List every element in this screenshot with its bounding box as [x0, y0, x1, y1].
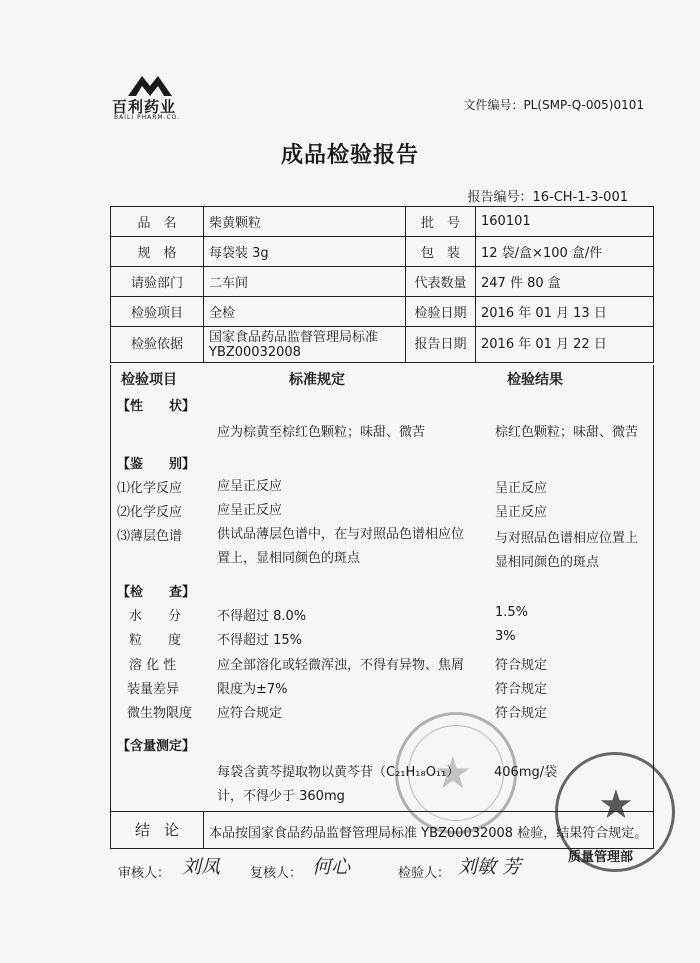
- assay-standard: 每袋含黄芩提取物以黄芩苷（C₂₁H₁₈O₁₁）: [217, 765, 460, 780]
- insp-5-name: 微生物限度: [127, 706, 193, 721]
- checker-signature: 何心: [312, 856, 351, 878]
- insp-1-result: 1.5%: [495, 605, 529, 620]
- ident-2-name: ⑵化学反应: [117, 505, 183, 520]
- item-value: 全检: [204, 297, 406, 327]
- ident-1-result: 呈正反应: [495, 481, 548, 496]
- info-row: [111, 207, 654, 237]
- insp-2-result: 3%: [495, 629, 516, 644]
- spec-value: 每袋装 3g: [204, 237, 406, 267]
- seal-star-icon: ★: [433, 748, 473, 799]
- assay-standard-cont: 计，不得少于 360mg: [217, 789, 345, 804]
- qty-value: 247 件 80 盒: [476, 267, 654, 297]
- company-logo: [112, 72, 192, 122]
- insp-5-standard: 应符合规定: [217, 706, 283, 721]
- report-number: 报告编号：16-CH-1-3-001: [467, 190, 628, 205]
- conclusion-label: 结论: [111, 812, 204, 848]
- insp-2-name: 粒 度: [129, 633, 182, 648]
- info-row: [111, 267, 654, 297]
- test-items-section: [110, 365, 654, 811]
- ident-1-name: ⑴化学反应: [117, 481, 183, 496]
- document-title: 成品检验报告: [280, 143, 419, 168]
- qty-label: 代表数量: [406, 267, 476, 297]
- insp-3-standard: 应全部溶化或轻微浑浊，不得有异物、焦屑: [217, 658, 465, 673]
- info-row: [111, 327, 654, 363]
- product-value: 柴黄颗粒: [204, 207, 406, 237]
- section-properties: 【性 状】: [117, 399, 196, 414]
- ident-3-result: 与对照品色谱相应位置上: [495, 531, 639, 546]
- info-row: [111, 237, 654, 267]
- ident-2-result: 呈正反应: [495, 505, 548, 520]
- col-header-standard: 标准规定: [289, 372, 345, 388]
- insp-4-name: 装量差异: [127, 682, 180, 697]
- insp-4-result: 符合规定: [495, 682, 548, 697]
- insp-1-standard: 不得超过 8.0%: [217, 609, 307, 624]
- info-row: [111, 297, 654, 327]
- report-date-label: 报告日期: [406, 327, 476, 363]
- insp-5-result: 符合规定: [495, 706, 548, 721]
- seal-text: 质量管理部: [568, 850, 634, 865]
- seal-star-icon: ★: [598, 782, 634, 828]
- report-date-value: 2016 年 01 月 22 日: [476, 327, 654, 363]
- conclusion-row: [110, 811, 654, 849]
- ident-2-standard: 应呈正反应: [217, 503, 283, 518]
- item-label: 检验项目: [111, 297, 204, 327]
- properties-result: 棕红色颗粒；味甜、微苦: [495, 425, 639, 440]
- product-label: 品 名: [111, 207, 204, 237]
- section-assay: 【含量测定】: [117, 739, 196, 754]
- file-number: 文件编号：PL(SMP-Q-005)0101: [463, 98, 644, 112]
- conclusion-text: 本品按国家食品药品监督管理局标准 YBZ00032008 检验，结果符合规定。: [209, 826, 648, 841]
- ident-3-result-cont: 显相同颜色的斑点: [495, 555, 600, 570]
- checker-label: 复核人：: [250, 866, 303, 881]
- batch-label: 批 号: [406, 207, 476, 237]
- basis-line-1: 国家食品药品监督管理局标准: [209, 329, 379, 345]
- col-header-result: 检验结果: [507, 372, 563, 388]
- properties-standard: 应为棕黄至棕红色颗粒；味甜、微苦: [217, 425, 426, 440]
- inspector-label: 检验人：: [398, 866, 451, 881]
- ident-3-standard-cont: 置上，显相同颜色的斑点: [217, 551, 361, 566]
- pack-label: 包 装: [406, 237, 476, 267]
- info-table: [110, 206, 654, 363]
- assay-result: 406mg/袋: [494, 765, 558, 780]
- reviewer-label: 审核人：: [118, 866, 171, 881]
- insp-4-standard: 限度为±7%: [217, 682, 288, 697]
- logo-icon: [126, 72, 174, 98]
- spec-label: 规 格: [111, 237, 204, 267]
- insp-3-name: 溶 化 性: [129, 658, 177, 673]
- inspector-signature: 刘敏 芳: [458, 856, 522, 878]
- dept-value: 二车间: [204, 267, 406, 297]
- test-date-label: 检验日期: [406, 297, 476, 327]
- col-header-item: 检验项目: [121, 372, 177, 388]
- reviewer-signature: 刘凤: [182, 856, 221, 878]
- logo-text-cn: 百利药业: [112, 98, 177, 116]
- insp-3-result: 符合规定: [495, 658, 548, 673]
- test-date-value: 2016 年 01 月 13 日: [476, 297, 654, 327]
- ident-3-standard: 供试品薄层色谱中，在与对照品色谱相应位: [217, 527, 465, 542]
- basis-line-2: YBZ00032008: [209, 344, 301, 360]
- pack-value: 12 袋/盒×100 盒/件: [476, 237, 654, 267]
- batch-value: 160101: [476, 207, 654, 237]
- ident-3-name: ⑶薄层色谱: [117, 529, 183, 544]
- section-identification: 【鉴 别】: [117, 457, 196, 472]
- dept-label: 请验部门: [111, 267, 204, 297]
- basis-value: [204, 327, 406, 363]
- insp-1-name: 水 分: [129, 609, 182, 624]
- ident-1-standard: 应呈正反应: [217, 479, 283, 494]
- basis-label: 检验依据: [111, 327, 204, 363]
- section-inspection: 【检 查】: [117, 585, 196, 600]
- logo-text-en: BAILI PHARM.CO.: [114, 114, 181, 121]
- insp-2-standard: 不得超过 15%: [217, 633, 303, 648]
